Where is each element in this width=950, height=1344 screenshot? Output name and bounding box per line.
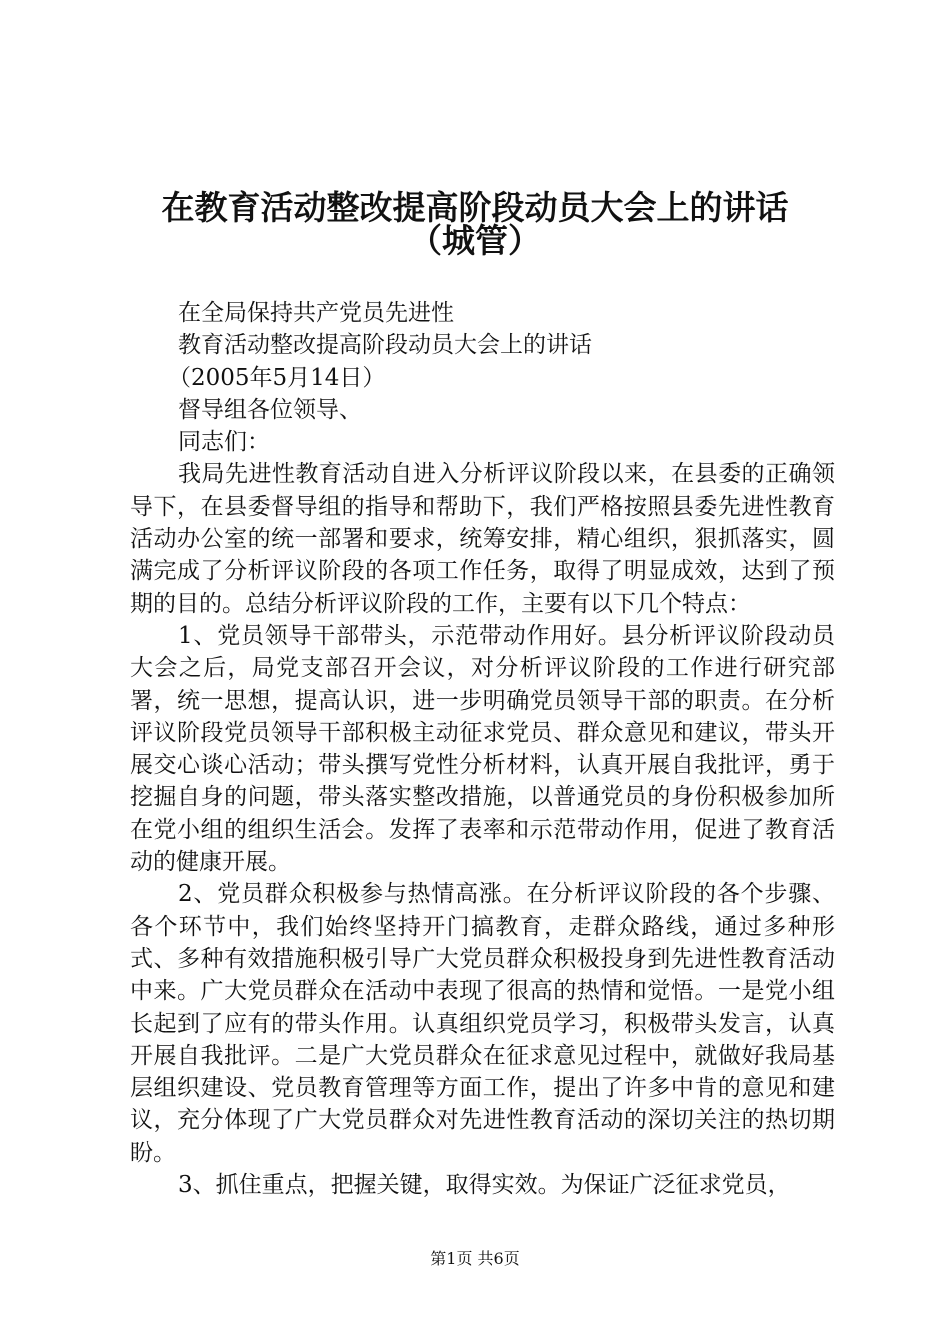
document-body (130, 297, 835, 1201)
speech-heading-line: 教育活动整改提高阶段动员大会上的讲话 (178, 332, 592, 359)
page-number: 第1页 共6页 (430, 1249, 520, 1268)
document-title-subtitle: （城管） (409, 221, 541, 260)
speech-heading-line: 在全局保持共产党员先进性 (178, 300, 454, 326)
speech-date: （2005年5月14日） (168, 364, 386, 391)
salutation-line: 督导组各位领导、 (178, 396, 362, 423)
body-paragraph: 3、抓住重点，把握关键，取得实效。为保证广泛征求党员， (178, 1172, 791, 1199)
body-paragraph: 1、党员领导干部带头，示范带动作用好。县分析评议阶段动员大会之后，局党支部召开会议，对分析评议阶段的工作进行研究部署，统一思想，提高认识，进一步明确党员领导干部的职责。在分析评议阶段党员领导干部积极主动征求党员、群众意见和建议，带头开展交心谈心活动；带头撰写党性分析材料，认真开展自我批评，勇于挖掘自身的问题，带头落实整改措施，以普通党员的身份积极参加所在党小组的组织生活会。发挥了表率和示范带动作用，促进了教育活动的健康开展。 (130, 622, 835, 876)
body-paragraph: 我局先进性教育活动自进入分析评议阶段以来，在县委的正确领导下，在县委督导组的指导和帮助下，我们严格按照县委先进性教育活动办公室的统一部署和要求，统筹安排，精心组织，狠抓落实，圆满完成了分析评议阶段的各项工作任务，取得了明显成效，达到了预期的目的。总结分析评议阶段的工作，主要有以下几个特点： (130, 461, 835, 617)
salutation-line: 同志们： (178, 429, 270, 456)
document-title: 在教育活动整改提高阶段动员大会上的讲话 (161, 188, 789, 227)
body-paragraph: 2、党员群众积极参与热情高涨。在分析评议阶段的各个步骤、各个环节中，我们始终坚持开门搞教育，走群众路线，通过多种形式、多种有效措施积极引导广大党员群众积极投身到先进性教育活动中来。广大党员群众在活动中表现了很高的热情和觉悟。一是党小组长起到了应有的带头作用。认真组织党员学习，积极带头发言，认真开展自我批评。二是广大党员群众在征求意见过程中，就做好我局基层组织建设、党员教育管理等方面工作，提出了许多中肯的意见和建议，充分体现了广大党员群众对先进性教育活动的深切关注的热切期盼。 (130, 881, 835, 1166)
